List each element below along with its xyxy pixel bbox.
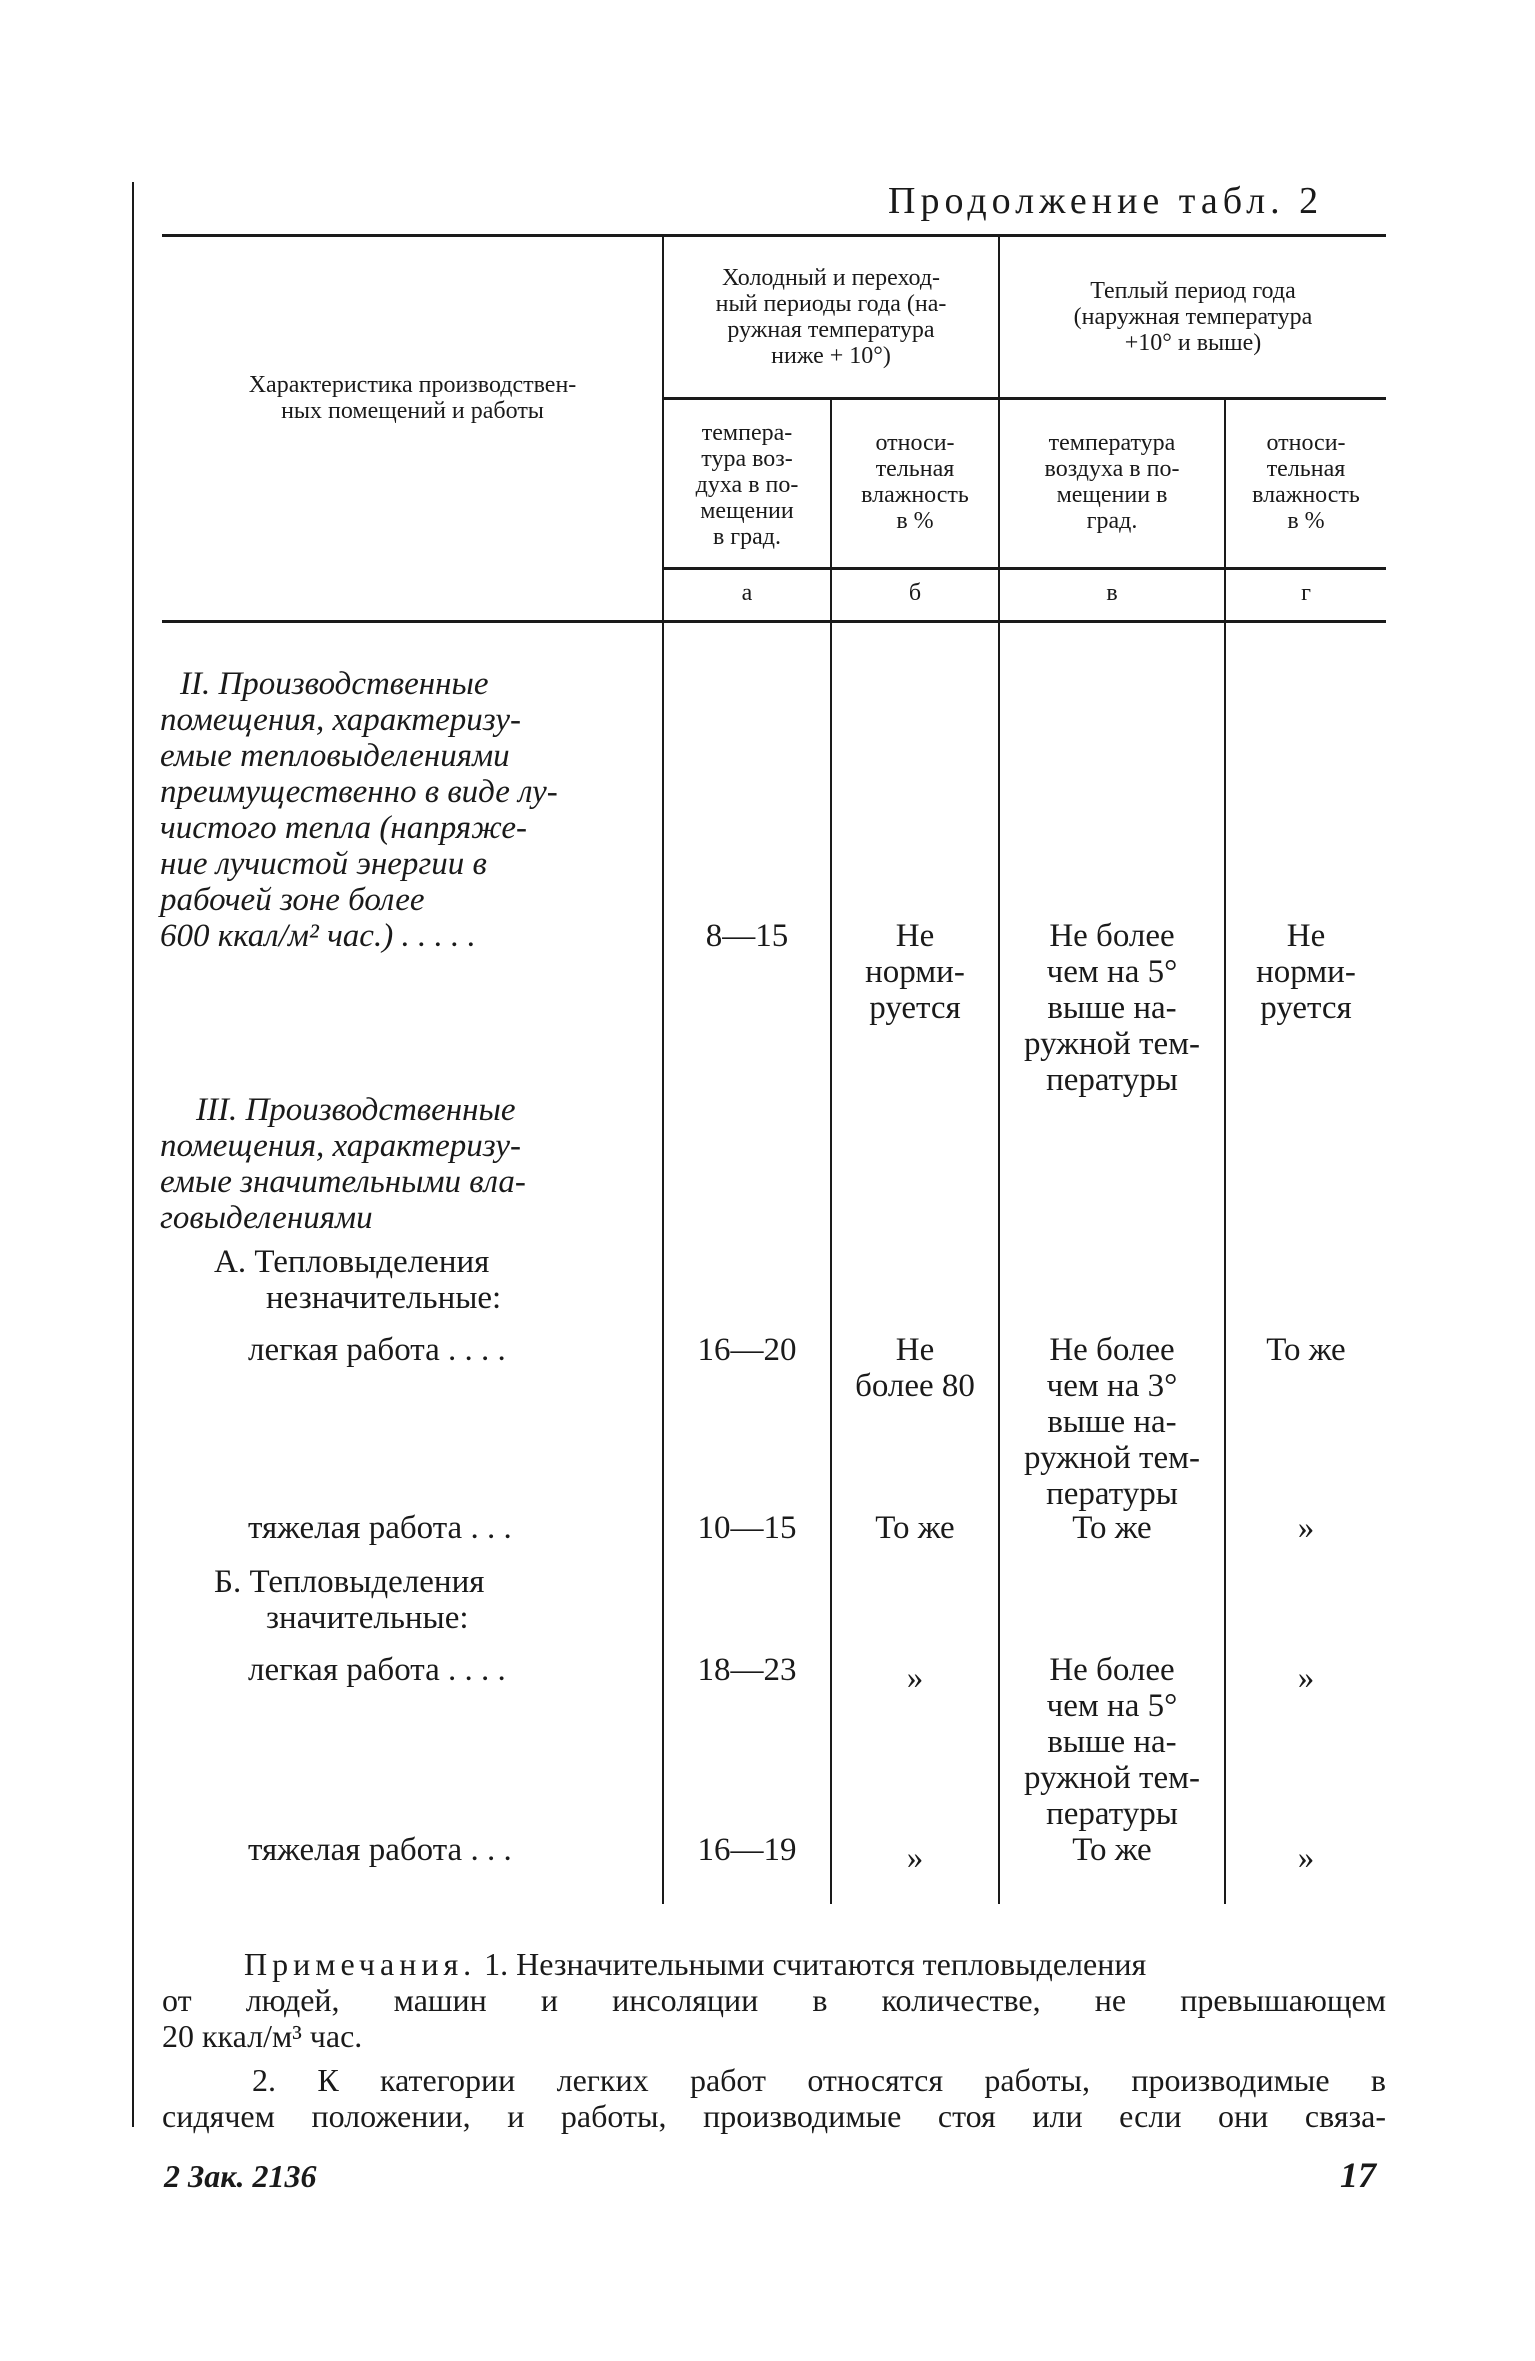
header-col-a: темпера- тура воз- духа в по- мещении в град. (695, 420, 799, 550)
row-4-cell-a: 16—19 (697, 1832, 797, 1868)
header-warm-period: Теплый период года (наружная температура +10° и выше) (1073, 278, 1313, 356)
header-col-c: температура воздуха в по- мещении в град. (1044, 430, 1180, 534)
section-3-title: III. Производственные помещения, характеризу- емые значительными вла- говыделениями (160, 1092, 526, 1236)
notes-line-3: 20 ккал/м³ час. (162, 2018, 363, 2054)
header-col-d: относи- тельная влажность в % (1252, 430, 1360, 534)
row-4-label: тяжелая работа . . . (248, 1832, 512, 1868)
page-margin-line (132, 182, 134, 2127)
header-mid-rule (664, 397, 1386, 400)
row-4-cell-d: » (1297, 1840, 1315, 1876)
notes-block (162, 1946, 1386, 2134)
section-2-cell-a: 8—15 (705, 918, 789, 954)
header-sub-rule (664, 567, 1386, 570)
row-2-label: тяжелая работа . . . (248, 1510, 512, 1546)
row-1-cell-c: Не более чем на 3° выше на- ружной тем- пературы (1024, 1332, 1200, 1512)
row-3-cell-b: » (906, 1660, 924, 1696)
row-2-cell-a: 10—15 (697, 1510, 797, 1546)
header-bottom-rule (162, 620, 1386, 623)
col-letter-c: в (1106, 580, 1118, 606)
footer-order-number: 2 Зак. 2136 (164, 2158, 317, 2194)
row-4-cell-b: » (906, 1840, 924, 1876)
row-2-cell-b: То же (875, 1510, 955, 1546)
notes-heading: Примечания. (244, 1946, 477, 1982)
notes-line-1: Примечания. 1. Незначительными считаются тепловыделения (244, 1946, 1147, 1982)
col-letter-d: г (1301, 580, 1311, 606)
row-1-cell-b: Не более 80 (855, 1332, 975, 1404)
section-3-group-a: А. Тепловыделения незначительные: (214, 1244, 502, 1316)
row-1-label: легкая работа . . . . (248, 1332, 506, 1368)
row-3-cell-d: » (1297, 1660, 1315, 1696)
row-3-cell-a: 18—23 (697, 1652, 797, 1688)
row-3-label: легкая работа . . . . (248, 1652, 506, 1688)
header-col-b: относи- тельная влажность в % (861, 430, 969, 534)
row-2-cell-c: То же (1072, 1510, 1152, 1546)
notes-line-5: сидячем положении, и работы, производимые стоя или если они связа- (162, 2098, 1386, 2134)
section-2-cell-c: Не более чем на 5° выше на- ружной тем- пературы (1024, 918, 1200, 1098)
col-letter-a: а (741, 580, 753, 606)
section-2-cell-b: Не норми- руется (865, 918, 965, 1026)
notes-line-2: от людей, машин и инсоляции в количестве, не превышающем (162, 1982, 1386, 2018)
header-cold-period: Холодный и переход- ный периоды года (на- ружная температура ниже + 10°) (715, 265, 947, 369)
row-2-cell-d: » (1297, 1510, 1315, 1546)
table-top-rule (162, 234, 1386, 237)
table-continuation-title: Продолжение табл. 2 (888, 180, 1324, 222)
section-2-cell-d: Не норми- руется (1256, 918, 1356, 1026)
row-3-cell-c: Не более чем на 5° выше на- ружной тем- пературы (1024, 1652, 1200, 1832)
header-characteristic: Характеристика производствен- ных помещений и работы (248, 372, 577, 424)
row-1-cell-d: То же (1266, 1332, 1346, 1368)
section-3-group-b: Б. Тепловыделения значительные: (214, 1564, 485, 1636)
section-2-title: II. Производственные помещения, характеризу- емые тепловыделениями преимущественно в виде лу- чистого тепла (напряже- ние лучистой энергии в рабочей зоне более 600 ккал/м² час.) . . . . . (160, 666, 558, 954)
row-1-cell-a: 16—20 (697, 1332, 797, 1368)
col-letter-b: б (908, 580, 922, 606)
row-4-cell-c: То же (1072, 1832, 1152, 1868)
page-number: 17 (1340, 2155, 1376, 2195)
notes-line-4: 2. К категории легких работ относятся работы, производимые в (252, 2062, 1386, 2098)
